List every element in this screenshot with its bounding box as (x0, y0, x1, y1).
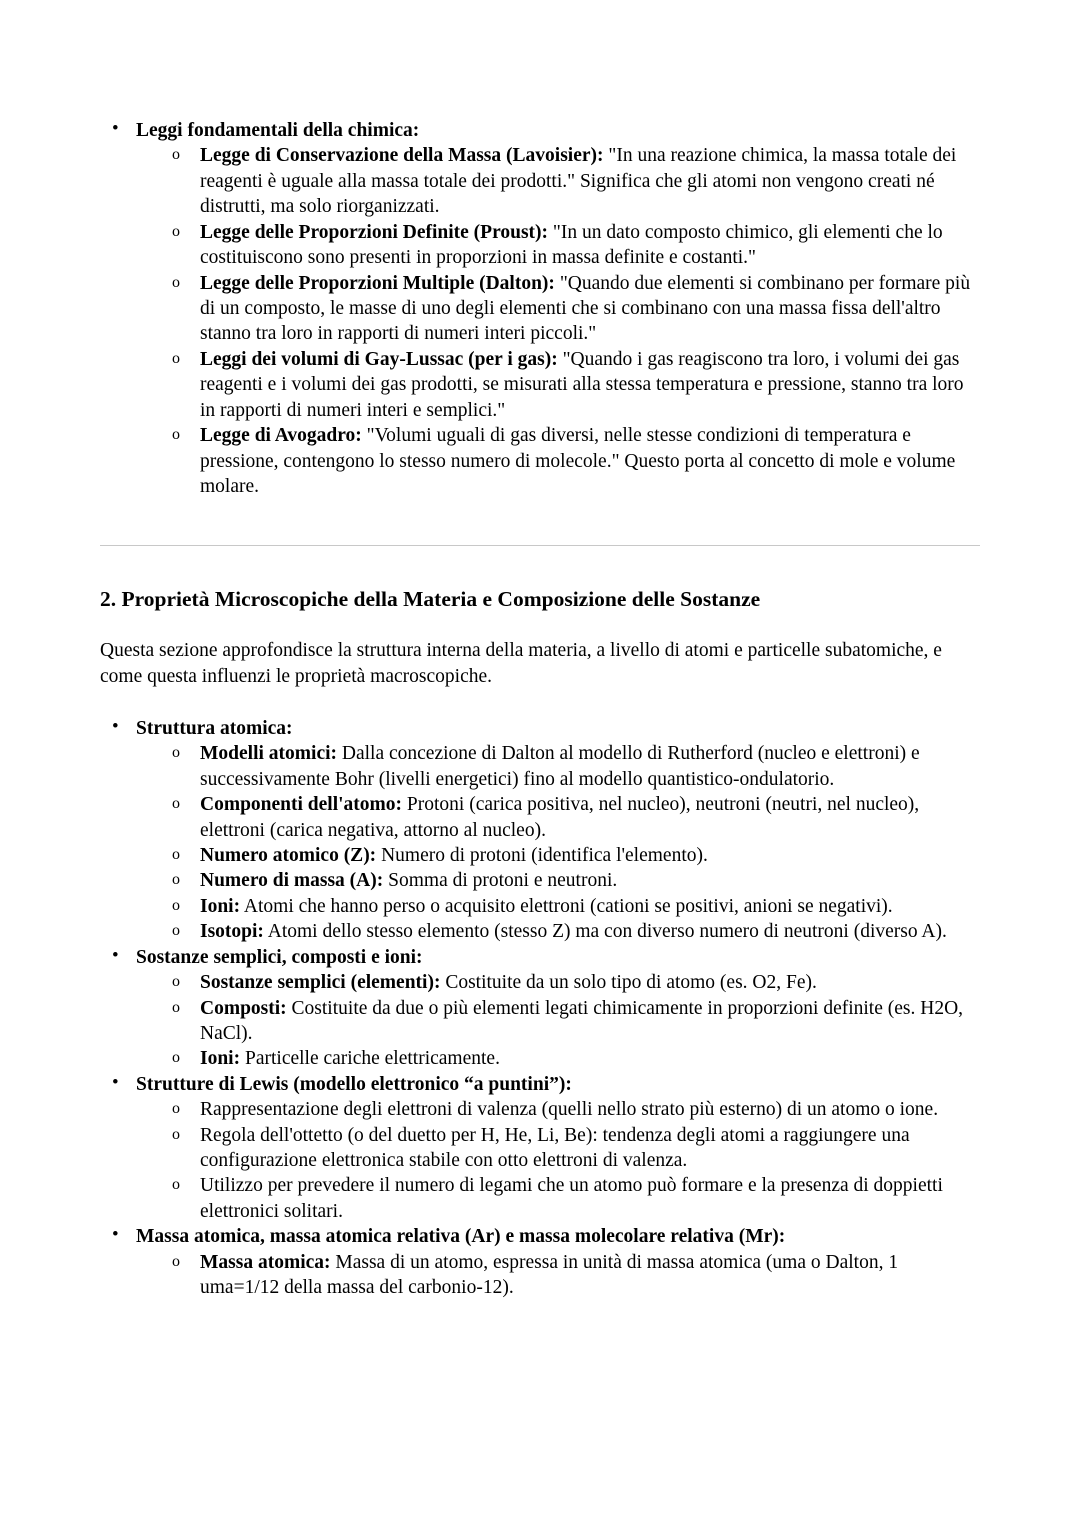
struttura-atomica-sublist (136, 741, 980, 945)
list-item-sostanze-semplici (100, 945, 980, 1072)
list-item (136, 1123, 980, 1174)
list-item (136, 347, 980, 423)
list-item (136, 423, 980, 499)
list-item-massa-atomica (100, 1224, 980, 1300)
section-1-list (100, 118, 980, 499)
term-description: Protoni (carica positiva, nel nucleo), neutroni (neutri, nel nucleo), elettroni (carica negativa, attorno al nucleo). (200, 794, 920, 841)
list-item-label: • Leggi fondamentali della chimica: (136, 120, 420, 141)
list-item-label: • Strutture di Lewis (modello elettronico “a puntini”): (136, 1073, 572, 1095)
list-item (136, 792, 980, 843)
term-label: Numero atomico (Z): (200, 844, 377, 866)
term-label: Massa atomica: (200, 1251, 331, 1273)
sostanze-semplici-sublist (136, 970, 980, 1072)
term-description: Costituite da due o più elementi legati chimicamente in proporzioni definite (es. H2O, NaCl). (200, 997, 964, 1044)
term-label: Sostanze semplici (elementi): (200, 972, 441, 994)
term-description: "In una reazione chimica, la massa totale dei reagenti è uguale alla massa totale dei prodotti." Significa che gli atomi non vengono creati né distrutti, ma solo riorganizzati. (200, 145, 957, 218)
term-description: Particelle cariche elettricamente. (240, 1048, 500, 1070)
list-item-label: • Massa atomica, massa atomica relativa (Ar) e massa molecolare relativa (Mr): (136, 1226, 786, 1248)
term-label: Isotopi: (200, 921, 264, 943)
list-item (136, 970, 980, 995)
massa-atomica-sublist (136, 1250, 980, 1301)
term-description: Utilizzo per prevedere il numero di legami che un atomo può formare e la presenza di doppietti elettronici solitari. (200, 1175, 943, 1222)
term-description: Somma di protoni e neutroni. (383, 870, 618, 892)
term-description: Regola dell'ottetto (o del duetto per H, He, Li, Be): tendenza degli atomi a raggiungere una configurazione elettronica stabile con otto elettroni di valenza. (200, 1124, 910, 1172)
term-label: Leggi dei volumi di Gay-Lussac (per i gas): (200, 348, 558, 370)
term-description: "In un dato composto chimico, gli elementi che lo costituiscono sono presenti in proporzioni in massa definite e costanti." (200, 221, 943, 269)
section-2-list (100, 716, 980, 1301)
list-item-label: • Sostanze semplici, composti e ioni: (136, 946, 423, 968)
term-label: Componenti dell'atomo: (200, 794, 403, 816)
list-item (136, 741, 980, 792)
list-item (136, 996, 980, 1047)
term-description: "Volumi uguali di gas diversi, nelle stesse condizioni di temperatura e pressione, contengono lo stesso numero di molecole." Questo porta al concetto di mole e volume molare. (200, 425, 956, 498)
list-item-label: • Struttura atomica: (136, 717, 293, 739)
list-item (136, 271, 980, 347)
list-item (136, 1046, 980, 1071)
term-label: Legge delle Proporzioni Multiple (Dalton): (200, 272, 555, 294)
list-item (136, 919, 980, 944)
term-label: Ioni: (200, 895, 241, 917)
list-item (136, 1097, 980, 1122)
section-intro-paragraph: Questa sezione approfondisce la struttura interna della materia, a livello di atomi e particelle subatomiche, e come questa influenzi le proprietà macroscopiche. (100, 640, 942, 688)
list-item-leggi-fondamentali (100, 118, 980, 499)
term-description: Dalla concezione di Dalton al modello di Rutherford (nucleo e elettroni) e successivamente Bohr (livelli energetici) fino al modello quantistico-ondulatorio. (200, 743, 920, 790)
page-title: 2. Proprietà Microscopiche della Materia e Composizione delle Sostanze (100, 587, 761, 612)
term-description: "Quando i gas reagiscono tra loro, i volumi dei gas reagenti e i volumi dei gas prodotti, se misurati alla stessa temperatura e pressione, stanno tra loro in rapporti di numeri interi e semplici." (200, 348, 964, 421)
term-description: Costituite da un solo tipo di atomo (es. O2, Fe). (440, 972, 817, 994)
list-item-strutture-di-lewis (100, 1072, 980, 1225)
leggi-fondamentali-sublist (136, 143, 980, 499)
term-label: Numero di massa (A): (200, 870, 384, 892)
list-item (136, 843, 980, 868)
term-label: Composti: (200, 997, 287, 1019)
section-divider (100, 545, 980, 546)
list-item (136, 1250, 980, 1301)
term-description: Massa di un atomo, espressa in unità di massa atomica (uma o Dalton, 1 uma=1/12 della massa del carbonio-12). (200, 1251, 899, 1299)
list-item (136, 143, 980, 219)
list-item (136, 894, 980, 919)
term-label: Legge di Avogadro: (200, 425, 362, 447)
list-item (136, 1173, 980, 1224)
term-label: Legge delle Proporzioni Definite (Proust): (200, 221, 549, 243)
list-item (136, 868, 980, 893)
term-label: Ioni: (200, 1048, 241, 1070)
term-description: Atomi che hanno perso o acquisito elettroni (cationi se positivi, anioni se negativi). (240, 895, 893, 917)
term-label: Modelli atomici: (200, 743, 338, 765)
strutture-di-lewis-sublist (136, 1097, 980, 1224)
term-description: "Quando due elementi si combinano per formare più di un composto, le masse di uno degli elementi che si combinano con una massa fissa dell'altro stanno tra loro in rapporti di numeri interi piccoli." (200, 272, 971, 345)
list-item-struttura-atomica (100, 716, 980, 945)
list-item (136, 220, 980, 271)
term-label: Legge di Conservazione della Massa (Lavoisier): (200, 145, 604, 167)
term-description: Rappresentazione degli elettroni di valenza (quelli nello strato più esterno) di un atomo o ione. (200, 1099, 939, 1121)
term-description: Atomi dello stesso elemento (stesso Z) ma con diverso numero di neutroni (diverso A). (263, 921, 947, 943)
term-description: Numero di protoni (identifica l'elemento). (376, 844, 708, 866)
